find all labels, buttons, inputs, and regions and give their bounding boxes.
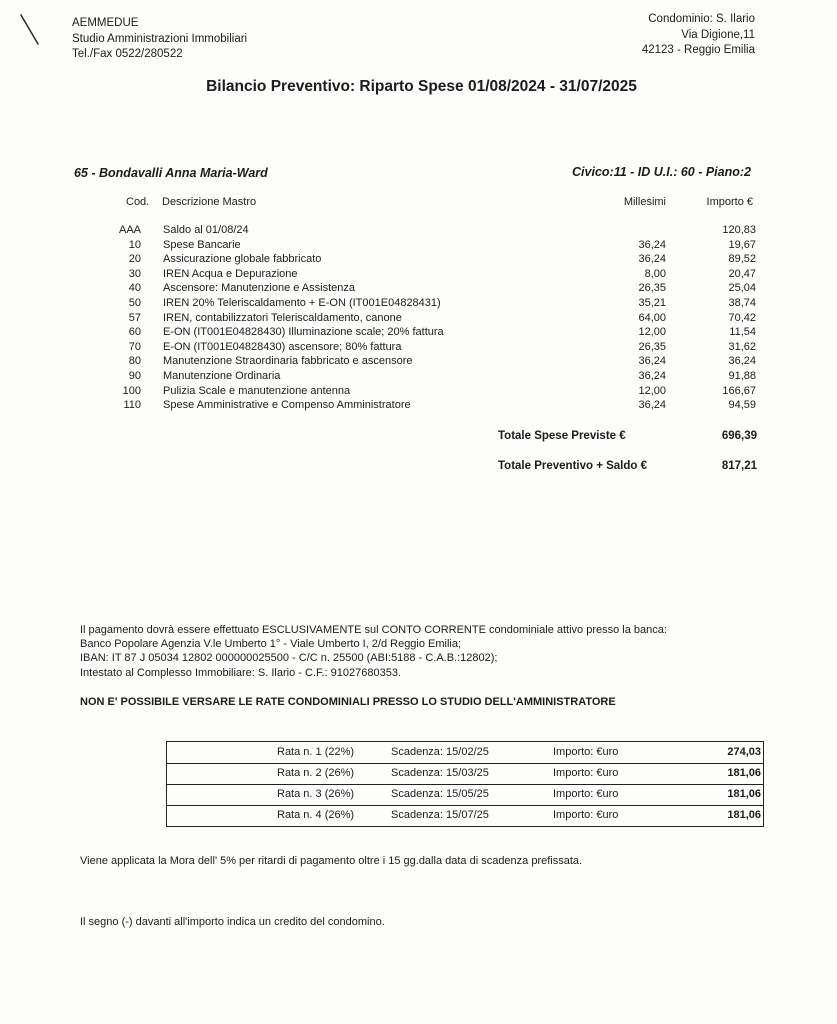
row-divider xyxy=(167,763,763,764)
installment-due-date: Scadenza: 15/07/25 xyxy=(391,809,489,821)
installment-number: Rata n. 2 (26%) xyxy=(277,767,355,779)
row-divider xyxy=(167,784,763,785)
row-description: Spese Amministrative e Compenso Amministratore xyxy=(163,399,411,412)
row-amount: 38,74 xyxy=(728,297,756,309)
row-millesimi: 26,35 xyxy=(638,340,666,353)
payment-info xyxy=(80,623,667,680)
installment-number: Rata n. 3 (26%) xyxy=(277,788,355,800)
row-millesimi: 12,00 xyxy=(638,326,666,339)
row-code: 30 xyxy=(128,267,141,280)
installment-due-date: Scadenza: 15/02/25 xyxy=(391,746,489,758)
row-millesimi: 36,24 xyxy=(638,370,666,382)
table-row xyxy=(0,297,837,312)
row-amount: 11,54 xyxy=(729,326,756,339)
row-millesimi: 36,24 xyxy=(638,238,666,251)
row-millesimi: 8,00 xyxy=(644,267,666,280)
row-amount: 25,04 xyxy=(728,282,756,295)
installment-amount-label: Importo: €uro xyxy=(553,788,619,800)
row-code: 40 xyxy=(128,282,141,295)
row-description: Ascensore: Manutenzione e Assistenza xyxy=(163,282,356,295)
row-code: 10 xyxy=(128,238,141,251)
row-amount: 31,62 xyxy=(728,340,756,353)
table-row xyxy=(0,326,837,341)
row-millesimi: 36,24 xyxy=(638,399,666,412)
installment-number: Rata n. 4 (26%) xyxy=(277,809,355,821)
installment-amount: 181,06 xyxy=(727,767,761,779)
credit-note: Il segno (-) davanti all'importo indica un credito del condomino. xyxy=(80,916,385,928)
table-row xyxy=(0,253,837,268)
row-millesimi: 35,21 xyxy=(638,297,666,309)
payment-line: Intestato al Complesso Immobiliare: S. Ilario - C.F.: 91027680353. xyxy=(80,666,401,679)
row-code: 50 xyxy=(128,297,141,309)
col-header-importo: Importo € xyxy=(706,196,753,208)
row-amount: 120,83 xyxy=(722,224,756,236)
installment-amount-label: Importo: €uro xyxy=(553,767,619,779)
row-code: 80 xyxy=(128,355,141,368)
row-code: 110 xyxy=(123,399,141,412)
studio-subtitle: Studio Amministrazioni Immobiliari xyxy=(72,32,248,45)
condominio-name: Condominio: S. Ilario xyxy=(648,13,755,25)
row-millesimi: 26,35 xyxy=(638,282,666,295)
row-code: 100 xyxy=(122,384,141,397)
col-header-cod: Cod. xyxy=(126,196,150,208)
row-amount: 91,88 xyxy=(728,370,756,382)
row-description: Spese Bancarie xyxy=(163,238,241,251)
row-millesimi: 36,24 xyxy=(638,355,666,368)
payment-line: Il pagamento dovrà essere effettuato ESCLUSIVAMENTE sul CONTO CORRENTE condominiale attivo presso la banca: xyxy=(80,624,667,636)
installment-number: Rata n. 1 (22%) xyxy=(277,746,355,758)
studio-name: AEMMEDUE xyxy=(72,17,139,29)
row-description: IREN Acqua e Depurazione xyxy=(163,267,298,280)
row-description: Saldo al 01/08/24 xyxy=(163,224,249,236)
row-millesimi: 64,00 xyxy=(638,311,666,324)
row-amount: 89,52 xyxy=(728,253,756,266)
installment-amount: 274,03 xyxy=(727,746,761,758)
unit-info: Civico:11 - ID U.I.: 60 - Piano:2 xyxy=(572,165,751,179)
row-description: E-ON (IT001E04828430) Illuminazione scale; 20% fattura xyxy=(163,326,444,339)
installment-amount: 181,06 xyxy=(727,809,761,821)
row-amount: 19,67 xyxy=(728,238,756,251)
table-row xyxy=(0,399,837,414)
table-row xyxy=(0,312,837,327)
payment-line: IBAN: IT 87 J 05034 12802 000000025500 - C/C n. 25500 (ABI:5188 - C.A.B.:12802); xyxy=(80,652,498,665)
row-description: E-ON (IT001E04828430) ascensore; 80% fattura xyxy=(163,340,402,353)
condominio-header xyxy=(642,12,755,59)
condominio-city: 42123 - Reggio Emilia xyxy=(641,44,755,56)
row-description: Assicurazione globale fabbricato xyxy=(163,253,322,266)
installment-amount-label: Importo: €uro xyxy=(553,746,619,758)
row-amount: 94,59 xyxy=(728,399,756,412)
installment-due-date: Scadenza: 15/05/25 xyxy=(391,788,489,800)
row-description: Pulizia Scale e manutenzione antenna xyxy=(163,384,351,397)
row-millesimi: 36,24 xyxy=(638,253,666,266)
row-code: 90 xyxy=(128,370,141,382)
row-code: 70 xyxy=(128,340,141,353)
row-amount: 70,42 xyxy=(728,311,756,324)
owner-name: 65 - Bondavalli Anna Maria-Ward xyxy=(74,166,268,180)
installment-due-date: Scadenza: 15/03/25 xyxy=(391,767,489,779)
document-title: Bilancio Preventivo: Riparto Spese 01/08/2024 - 31/07/2025 xyxy=(206,78,637,95)
row-code: 20 xyxy=(128,253,141,266)
row-millesimi: 12,00 xyxy=(638,384,666,397)
row-description: IREN, contabilizzatori Teleriscaldamento, canone xyxy=(163,311,402,324)
table-row xyxy=(0,385,837,400)
total-budget-value: 817,21 xyxy=(721,460,757,472)
table-row xyxy=(0,224,837,239)
row-description: Manutenzione Ordinaria xyxy=(163,370,281,382)
payment-warning: NON E' POSSIBILE VERSARE LE RATE CONDOMINIALI PRESSO LO STUDIO DELL'AMMINISTRATORE xyxy=(80,696,616,708)
row-amount: 36,24 xyxy=(728,355,756,368)
condominio-street: Via Digione,11 xyxy=(681,28,755,41)
row-description: IREN 20% Teleriscaldamento + E-ON (IT001E04828431) xyxy=(163,297,441,309)
table-row xyxy=(0,282,837,297)
row-amount: 20,47 xyxy=(728,267,756,280)
table-row xyxy=(0,239,837,254)
table-row xyxy=(0,370,837,385)
row-amount: 166,67 xyxy=(722,384,756,397)
col-header-desc: Descrizione Mastro xyxy=(162,196,257,208)
table-row xyxy=(0,268,837,283)
installments-table xyxy=(166,741,764,827)
table-row xyxy=(0,341,837,356)
col-header-millesimi: Millesimi xyxy=(623,196,666,208)
row-divider xyxy=(167,805,763,806)
installment-amount: 181,06 xyxy=(727,788,761,800)
row-code: 60 xyxy=(128,326,141,339)
installment-amount-label: Importo: €uro xyxy=(553,809,619,821)
pen-mark-icon xyxy=(18,12,44,48)
table-row xyxy=(0,355,837,370)
total-expenses-label: Totale Spese Previste € xyxy=(498,430,626,442)
row-description: Manutenzione Straordinaria fabbricato e ascensore xyxy=(163,355,413,368)
late-fee-note: Viene applicata la Mora dell' 5% per ritardi di pagamento oltre i 15 gg.dalla data di scadenza prefissata. xyxy=(80,855,583,867)
row-code: 57 xyxy=(128,311,141,324)
payment-line: Banco Popolare Agenzia V.le Umberto 1° - Viale Umberto I, 2/d Reggio Emilia; xyxy=(80,638,462,651)
studio-phone: Tel./Fax 0522/280522 xyxy=(72,48,183,60)
total-expenses-value: 696,39 xyxy=(721,430,757,442)
total-budget-label: Totale Preventivo + Saldo € xyxy=(498,460,648,472)
studio-header xyxy=(72,16,247,63)
row-code: AAA xyxy=(118,224,141,236)
